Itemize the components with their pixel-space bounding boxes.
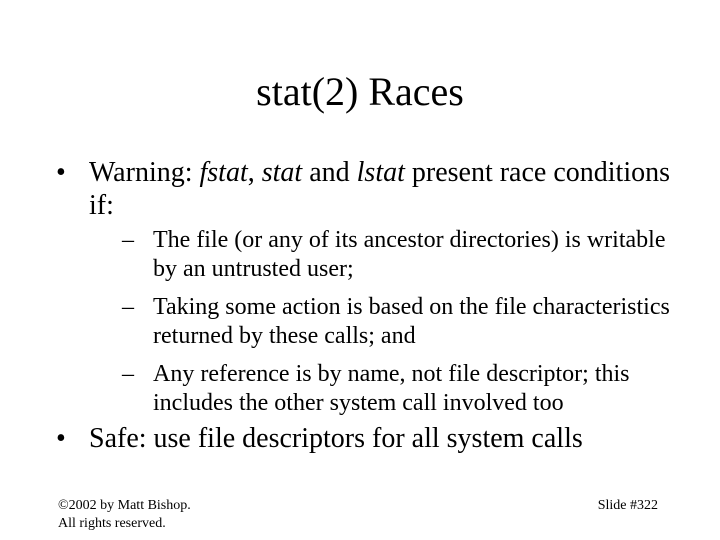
sub-bullet-text: The file (or any of its ancestor directories) is writable by an untrusted user;: [153, 227, 666, 282]
sub-bullet-list: [122, 226, 676, 418]
rights-line: All rights reserved.: [58, 516, 166, 531]
sub-bullet-reference: [122, 360, 676, 418]
bullet-text-part: Warning:: [89, 157, 200, 188]
lstat-term: lstat: [356, 157, 405, 188]
bullet-safe: [56, 422, 676, 455]
dash-icon: –: [122, 227, 134, 253]
slide-number: Slide #322: [597, 498, 658, 513]
copyright-line: ©2002 by Matt Bishop.: [58, 498, 191, 513]
dash-icon: –: [122, 361, 134, 387]
footer-copyright: [58, 497, 191, 533]
sub-bullet-action: [122, 293, 676, 351]
bullet-dot-icon: •: [56, 157, 66, 188]
bullet-dot-icon: •: [56, 423, 66, 454]
bullet-text-part: and: [302, 157, 357, 188]
sub-bullet-writable: [122, 226, 676, 284]
bullet-warning: [56, 156, 676, 418]
sub-bullet-text: Taking some action is based on the file characteristics returned by these calls; and: [153, 294, 670, 349]
sub-bullet-text: Any reference is by name, not file descriptor; this includes the other system call involved too: [153, 361, 630, 416]
bullet-text-part: ,: [247, 157, 262, 188]
bullet-text-part: present race conditions if:: [89, 157, 670, 221]
stat-term: stat: [261, 157, 303, 188]
dash-icon: –: [122, 294, 134, 320]
bullet-text: Safe: use file descriptors for all system calls: [89, 423, 583, 454]
slide-title: stat(2) Races: [256, 69, 464, 114]
slide-body: [56, 156, 676, 455]
fstat-term: fstat: [199, 157, 248, 188]
